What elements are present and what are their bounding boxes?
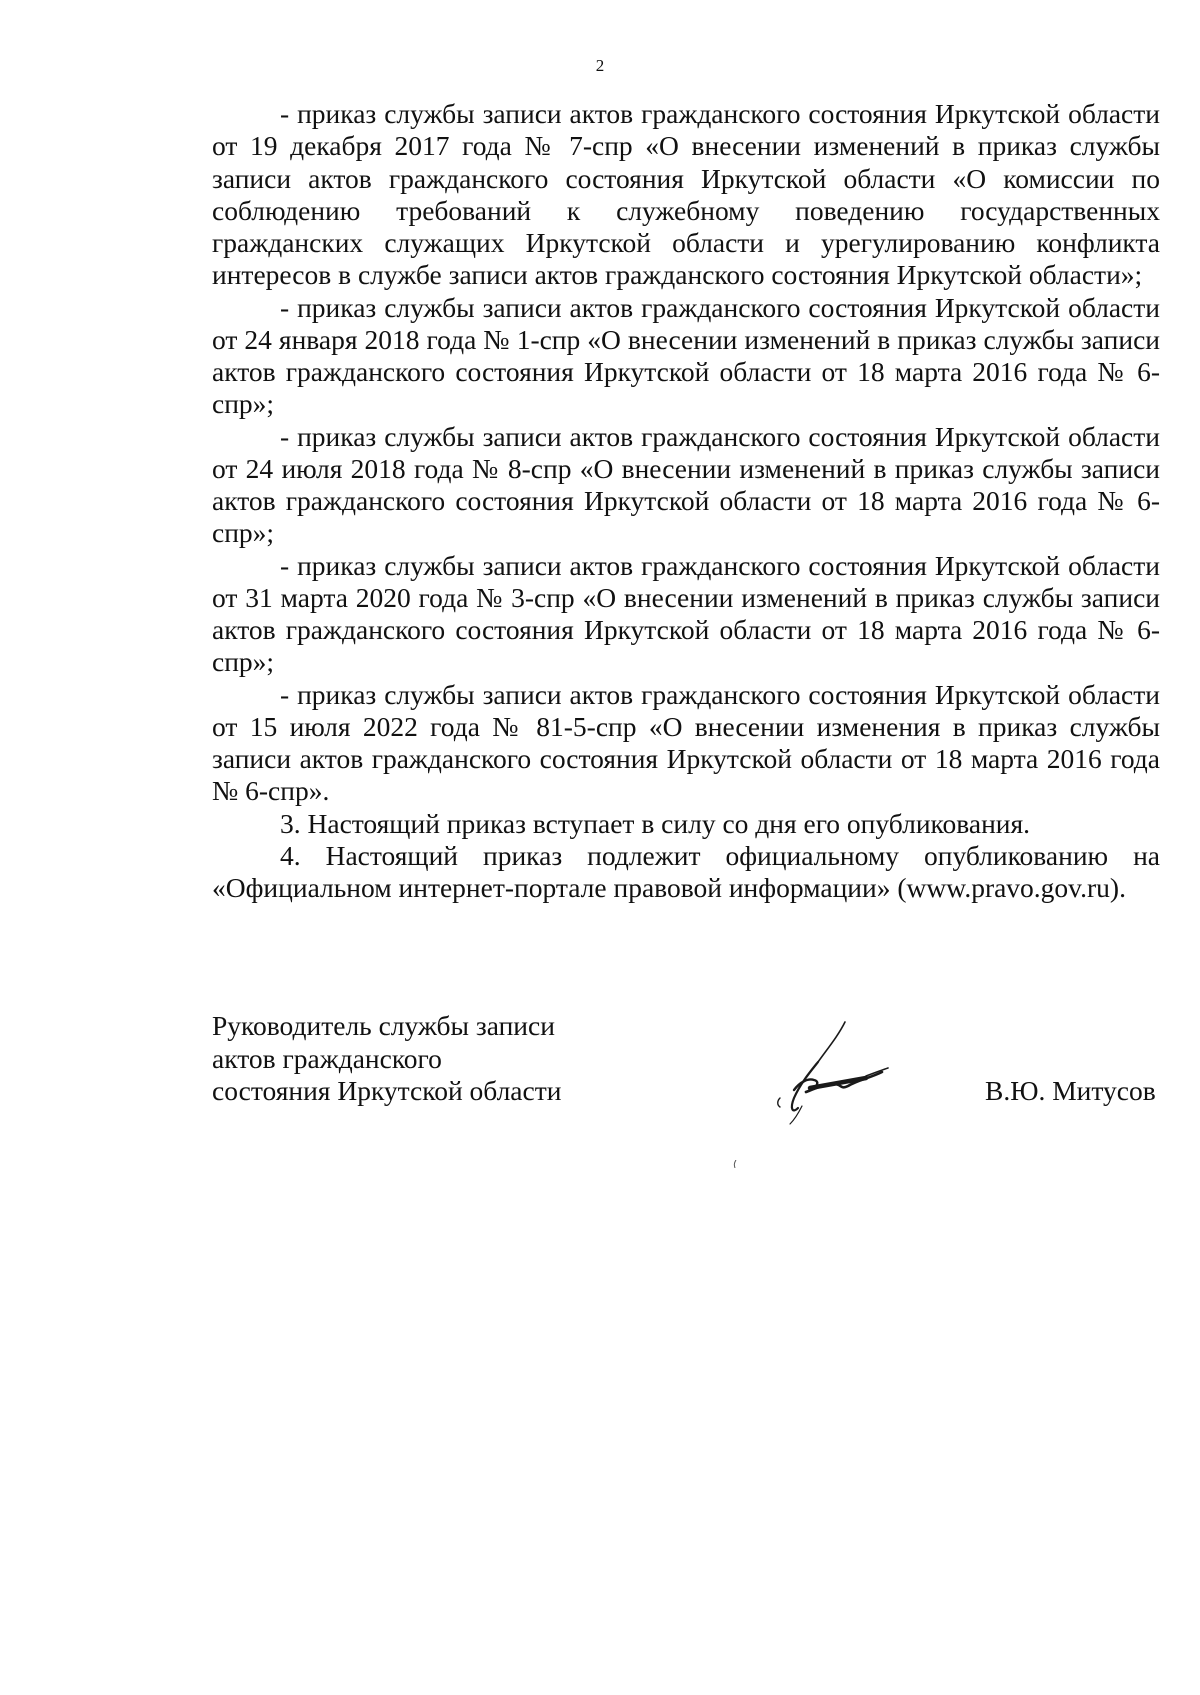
handwritten-signature (770, 1018, 900, 1128)
paragraph-order-2022-07-15: - приказ службы записи актов гражданского состояния Иркутской области от 15 июля 2022 года № 81-5-спр «О внесении изменения в приказ службы записи актов гражданского состояния Иркутской области от 18 марта 2016 года № 6-спр». (212, 678, 1160, 807)
paragraph-order-2020-03-31: - приказ службы записи актов гражданского состояния Иркутской области от 31 марта 2020 года № 3-спр «О внесении изменений в приказ службы записи актов гражданского состояния Иркутской области от 18 марта 2016 года № 6-спр»; (212, 549, 1160, 678)
signatory-position-line: актов гражданского (212, 1042, 442, 1074)
paragraph-publication: 4. Настоящий приказ подлежит официальному опубликованию на «Официальном интернет-портале правовой информации» (www.pravo.gov.ru). (212, 839, 1160, 903)
paragraph-order-2018-01-24: - приказ службы записи актов гражданского состояния Иркутской области от 24 января 2018 года № 1-спр «О внесении изменений в приказ службы записи актов гражданского состояния Иркутской области от 18 марта 2016 года № 6-спр»; (212, 291, 1160, 420)
paragraph-order-2017-12-19: - приказ службы записи актов гражданского состояния Иркутской области от 19 декабря 2017 года № 7-спр «О внесении изменений в приказ службы записи актов гражданского состояния Иркутской области «О комиссии по соблюдению требований к служебному поведению государственных гражданских служащих Иркутской области и урегулированию конфликта интересов в службе записи актов гражданского состояния Иркутской области»; (212, 98, 1160, 291)
signatory-name: В.Ю. Митусов (985, 1075, 1156, 1106)
paragraph-order-2018-07-24: - приказ службы записи актов гражданского состояния Иркутской области от 24 июля 2018 года № 8-спр «О внесении изменений в приказ службы записи актов гражданского состояния Иркутской области от 18 марта 2016 года № 6-спр»; (212, 420, 1160, 549)
paragraph-effective-date: 3. Настоящий приказ вступает в силу со дня его опубликования. (280, 807, 1031, 839)
signatory-position (212, 1010, 561, 1108)
signatory-position-line: Руководитель службы записи (212, 1010, 555, 1041)
page-number: 2 (595, 56, 605, 75)
scan-speck (733, 1160, 737, 1168)
signatory-position-line: состояния Иркутской области (212, 1075, 562, 1106)
document-body (212, 98, 1160, 904)
